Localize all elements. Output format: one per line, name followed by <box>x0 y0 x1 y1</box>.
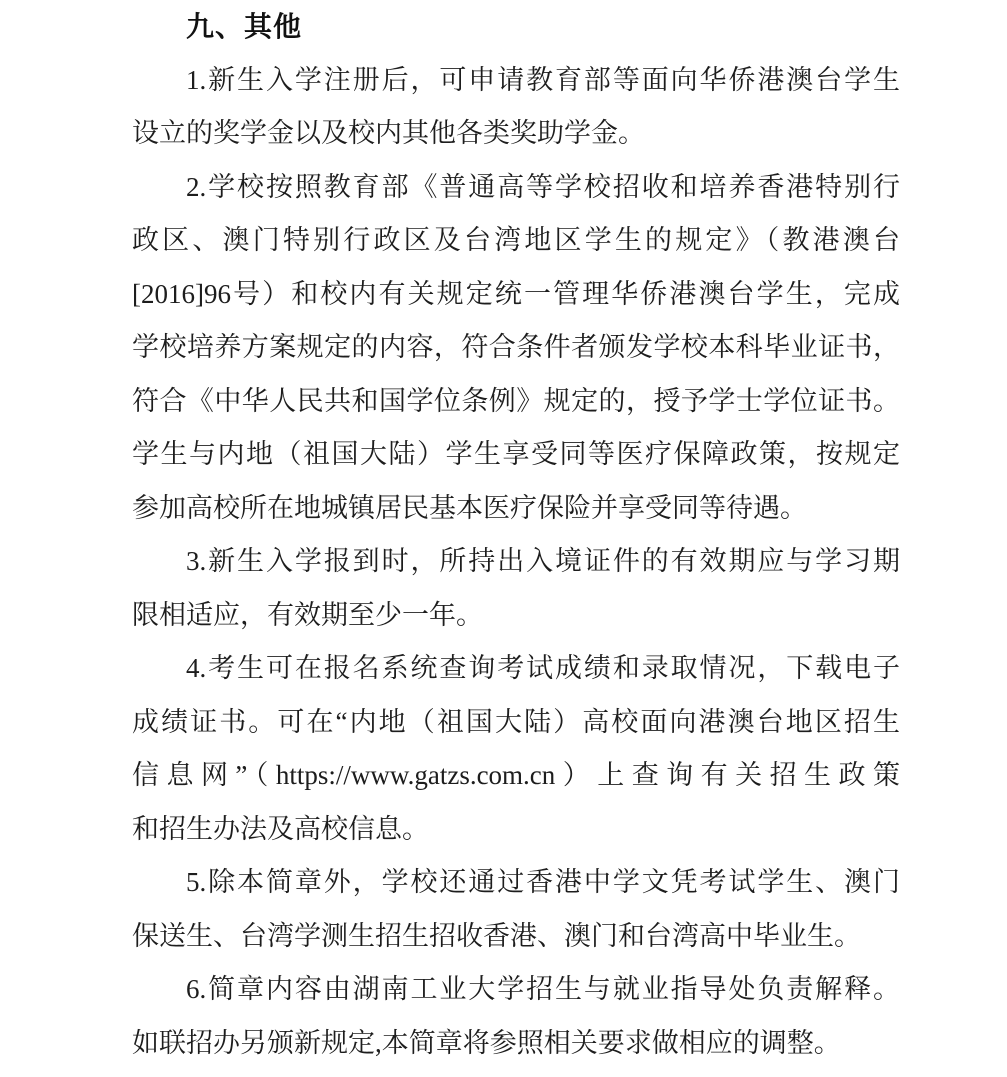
paragraph <box>132 963 900 1070</box>
paragraph-line: [2016]96号）和校内有关规定统一管理华侨港澳台学生，完成 <box>132 278 900 309</box>
section-heading: 九、其他 <box>186 11 303 42</box>
paragraph-line: 政区、澳门特别行政区及台湾地区学生的规定》（教港澳台 <box>132 225 900 255</box>
paragraph-line: 成绩证书。可在“内地（祖国大陆）高校面向港澳台地区招生 <box>132 706 900 737</box>
paragraph <box>132 856 900 963</box>
paragraph <box>132 642 900 856</box>
paragraph-line: 和招生办法及高校信息。 <box>132 813 429 844</box>
document-content <box>132 0 900 1070</box>
paragraph <box>132 161 900 536</box>
paragraph-line: 2.学校按照教育部《普通高等学校招收和培养香港特别行 <box>186 171 900 202</box>
paragraph <box>132 535 900 642</box>
paragraph-line: 保送生、台湾学测生招生招收香港、澳门和台湾高中毕业生。 <box>132 920 861 951</box>
paragraph-line: 4.考生可在报名系统查询考试成绩和录取情况，下载电子 <box>186 653 900 683</box>
paragraph-line: 3.新生入学报到时，所持出入境证件的有效期应与学习期 <box>186 546 900 576</box>
paragraph <box>132 54 900 161</box>
paragraph-line: 学校培养方案规定的内容，符合条件者颁发学校本科毕业证书， <box>132 332 900 362</box>
paragraph-line: 参加高校所在地城镇居民基本医疗保险并享受同等待遇。 <box>132 492 807 523</box>
paragraph-line: 限相适应，有效期至少一年。 <box>132 599 483 630</box>
paragraph-line: 设立的奖学金以及校内其他各类奖助学金。 <box>132 118 645 148</box>
paragraph-line: 5.除本简章外，学校还通过香港中学文凭考试学生、澳门 <box>186 867 900 897</box>
paragraph-line: 信息网”（https://www.gatzs.com.cn）上查询有关招生政策 <box>132 760 900 790</box>
paragraph-line: 1.新生入学注册后，可申请教育部等面向华侨港澳台学生 <box>186 64 900 95</box>
paragraph-line: 6.简章内容由湖南工业大学招生与就业指导处负责解释。 <box>186 974 900 1004</box>
paragraph-line: 如联招办另颁新规定,本简章将参照相关要求做相应的调整。 <box>132 1027 841 1058</box>
paragraph-line: 学生与内地（祖国大陆）学生享受同等医疗保障政策，按规定 <box>132 439 900 469</box>
paragraph-line: 符合《中华人民共和国学位条例》规定的，授予学士学位证书。 <box>132 385 900 416</box>
